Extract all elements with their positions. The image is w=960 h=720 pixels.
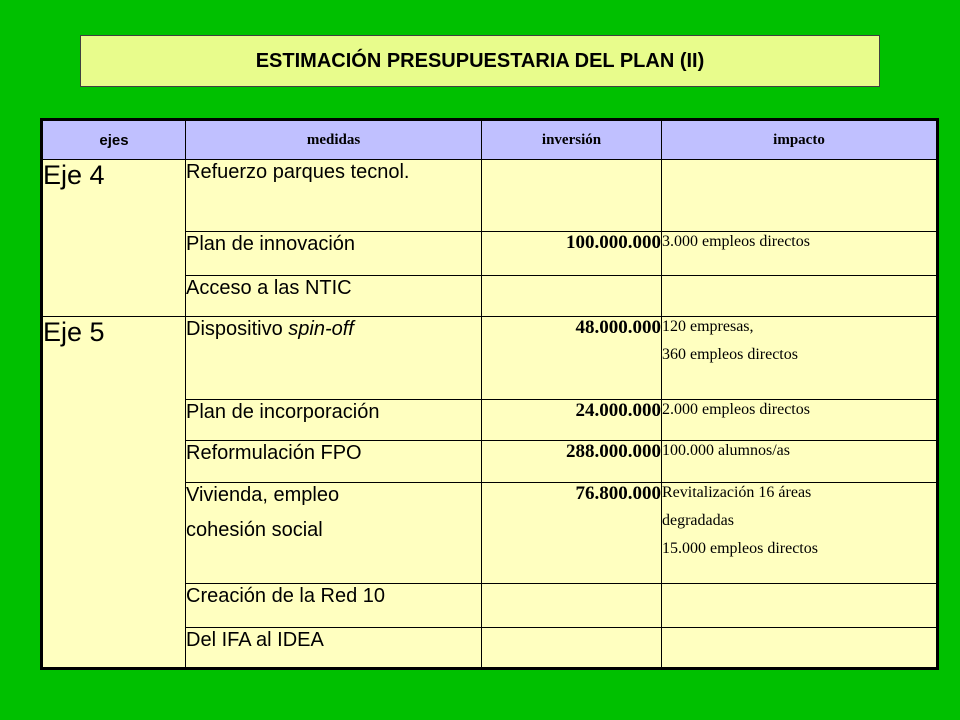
budget-table [40,118,939,670]
medida-cell: Plan de incorporación [186,399,482,440]
impacto-cell [662,399,938,440]
table-row [42,160,938,232]
medida-cell: Del IFA al IDEA [186,627,482,668]
header-medidas: medidas [186,120,482,160]
impacto-cell [662,441,938,482]
medida-cell: Refuerzo parques tecnol. [186,160,482,232]
table-body [42,160,938,669]
impacto-cell [662,275,938,316]
inversion-cell: 100.000.000 [482,232,662,275]
inversion-cell [482,627,662,668]
header-ejes: ejes [42,120,186,160]
slide-title: ESTIMACIÓN PRESUPUESTARIA DEL PLAN (II) [80,35,880,87]
eje-label: Eje 5 [42,317,186,669]
impacto-line: degradadas [662,511,734,529]
impacto-cell [662,160,938,232]
medida-cell: Creación de la Red 10 [186,584,482,627]
inversion-cell: 24.000.000 [482,399,662,440]
eje-label: Eje 4 [42,160,186,317]
impacto-line: Revitalización 16 áreas [662,483,812,501]
impacto-line: 2.000 empleos directos [662,400,810,418]
inversion-cell: 288.000.000 [482,441,662,482]
header-impacto: impacto [662,120,938,160]
table-row [42,317,938,400]
inversion-cell [482,584,662,627]
impacto-line: 15.000 empleos directos [662,539,818,557]
medida-cell: Acceso a las NTIC [186,275,482,316]
inversion-cell [482,160,662,232]
impacto-line: 3.000 empleos directos [662,233,810,251]
impacto-cell [662,627,938,668]
medida-cell: Vivienda, empleo cohesión social [186,482,482,583]
impacto-line: 100.000 alumnos/as [662,442,790,460]
inversion-cell [482,275,662,316]
impacto-cell [662,232,938,275]
impacto-cell [662,317,938,400]
impacto-line: 120 empresas, [662,318,754,336]
impacto-cell [662,584,938,627]
impacto-cell [662,482,938,583]
medida-cell: Reformulación FPO [186,441,482,482]
inversion-cell: 76.800.000 [482,482,662,583]
medida-cell: Dispositivo spin-off [186,317,482,400]
inversion-cell: 48.000.000 [482,317,662,400]
impacto-line: 360 empleos directos [662,346,798,364]
header-inversion: inversión [482,120,662,160]
header-row [42,120,938,160]
medida-cell: Plan de innovación [186,232,482,275]
